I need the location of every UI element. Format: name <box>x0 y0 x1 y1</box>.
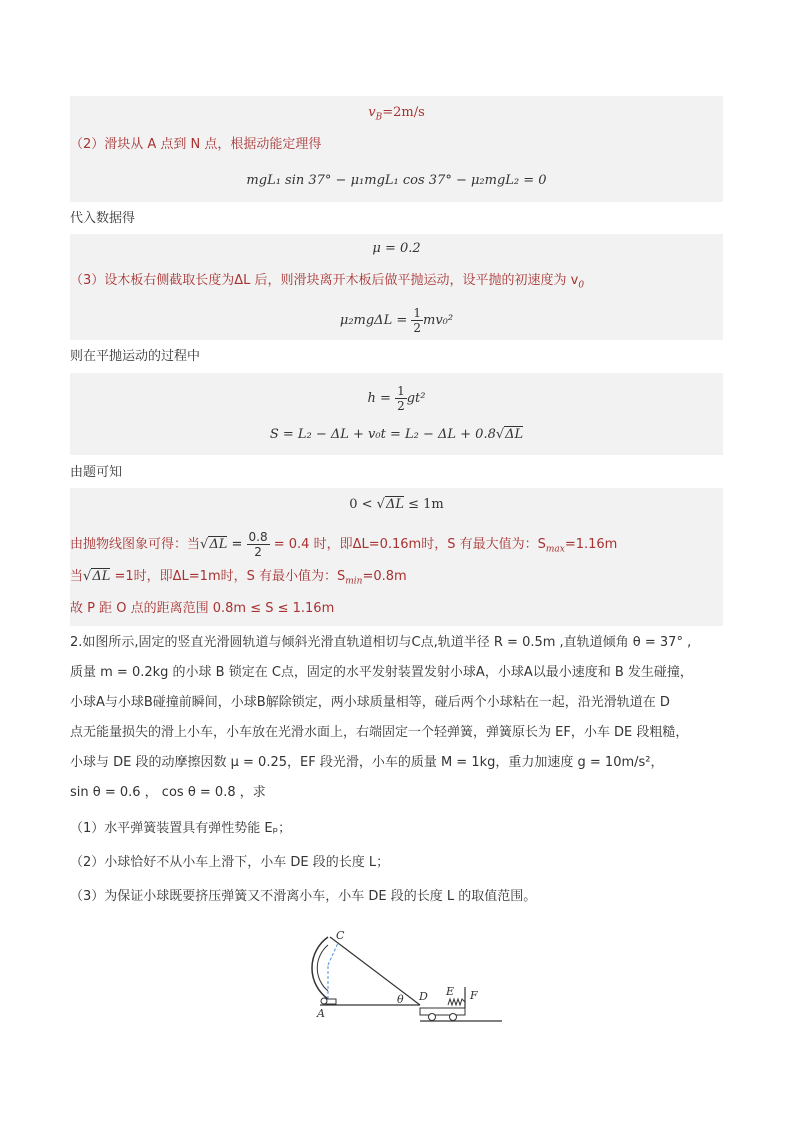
question2-line6: sin θ = 0.6 ， cos θ = 0.8 ，求 <box>70 785 266 800</box>
question2-sub2: （2）小球恰好不从小车上滑下，小车 DE 段的长度 L； <box>70 855 390 870</box>
question2-line2: 质量 m = 0.2kg 的小球 B 锁定在 C点，固定的水平发射装置发射小球A，小球A以最小速度和 B 发生碰撞， <box>70 665 693 680</box>
ball-a <box>321 998 327 1004</box>
parabola-max-line: 由抛物线图象可得：当√ΔL = $\frac{0.8}{2}$ = 0.4 时，即ΔL=0.16m时，S 有最大值为：$S_{max}=1.16m$ <box>70 530 618 559</box>
from-problem-text: 由题可知 <box>70 465 123 480</box>
question2-sub3: （3）为保证小球既要挤压弹簧又不滑离小车，小车 DE 段的长度 L 的取值范围。 <box>70 889 537 904</box>
fraction-half: $\frac{1}{2}$ <box>397 384 405 413</box>
part2-intro: （2）滑块从 A 点到 N 点，根据动能定理得 <box>70 137 322 152</box>
circular-track <box>312 937 328 999</box>
incline-track <box>330 937 420 1005</box>
projectile-intro: 则在平抛运动的过程中 <box>70 349 201 364</box>
question2-line1: 2.如图所示,固定的竖直光滑圆轨道与倾斜光滑直轨道相切与C点,轨道半径 R = 0.5m ,直轨道倾角 θ = 37° , <box>70 635 692 650</box>
work-energy-equation: μ₂mgΔL = $\frac{1}{2}$ mv₀² <box>339 306 454 335</box>
part3-intro: （3）设木板右侧截取长度为ΔL 后，则滑块离开木板后做平抛运动，设平抛的初速度为 $v_0$ <box>70 273 585 291</box>
radius-dashed-2 <box>328 943 338 965</box>
height-equation: h = $\frac{1}{2}$ gt² <box>367 384 426 413</box>
label-a: A <box>317 1007 325 1020</box>
mu-result: μ = 0.2 <box>372 241 421 256</box>
fraction-half: $\frac{1}{2}$ <box>413 306 422 335</box>
label-d: D <box>419 990 428 1003</box>
question2-line4: 点无能量损失的滑上小车，小车放在光滑水面上，右端固定一个轻弹簧，弹簧原长为 EF，小车 DE 段粗糙， <box>70 725 689 740</box>
substitute-text: 代入数据得 <box>70 211 136 226</box>
cart-body <box>420 1008 465 1015</box>
label-e: E <box>446 985 455 998</box>
label-theta: θ <box>397 993 404 1006</box>
cart-wheel-right <box>450 1014 457 1021</box>
range-conclusion: 故 P 距 O 点的距离范围 0.8m ≤ S ≤ 1.16m <box>70 601 335 616</box>
label-c: C <box>336 929 345 942</box>
energy-equation: mgL₁ sin 37° − μ₁mgL₁ cos 37° − μ₂mgL₂ = 0 <box>246 173 547 188</box>
vb-result: $v_B=2m/s$ <box>368 105 425 123</box>
fraction-08-over-2: $\frac{0.8}{2}$ <box>248 530 268 559</box>
cart-wheel-left <box>429 1014 436 1021</box>
distance-equation: S = L₂ − ΔL + v₀t = L₂ − ΔL + 0.8√ΔL <box>269 427 524 442</box>
question2-line3: 小球A与小球B碰撞前瞬间，小球B解除锁定，两小球质量相等，碰后两个小球粘在一起，沿光滑轨道在 D <box>70 695 670 710</box>
min-value-line: 当√ΔL =1时，即ΔL=1m时，S 有最小值为：$S_{min}=0.8m$ <box>70 569 407 587</box>
inequality: 0 < √ΔL ≤ 1m <box>349 497 444 512</box>
question2-text <box>70 628 730 912</box>
spring <box>448 999 465 1005</box>
launcher-device <box>326 999 336 1004</box>
circular-track-inner <box>317 945 328 991</box>
label-f: F <box>470 989 478 1002</box>
question2-line5: 小球与 DE 段的动摩擦因数 μ = 0.25，EF 段光滑，小车的质量 M = 1kg，重力加速度 g = 10m/s²， <box>70 755 664 770</box>
track-diagram <box>280 925 520 1030</box>
question2-sub1: （1）水平弹簧装置具有弹性势能 Eₚ； <box>70 821 292 836</box>
